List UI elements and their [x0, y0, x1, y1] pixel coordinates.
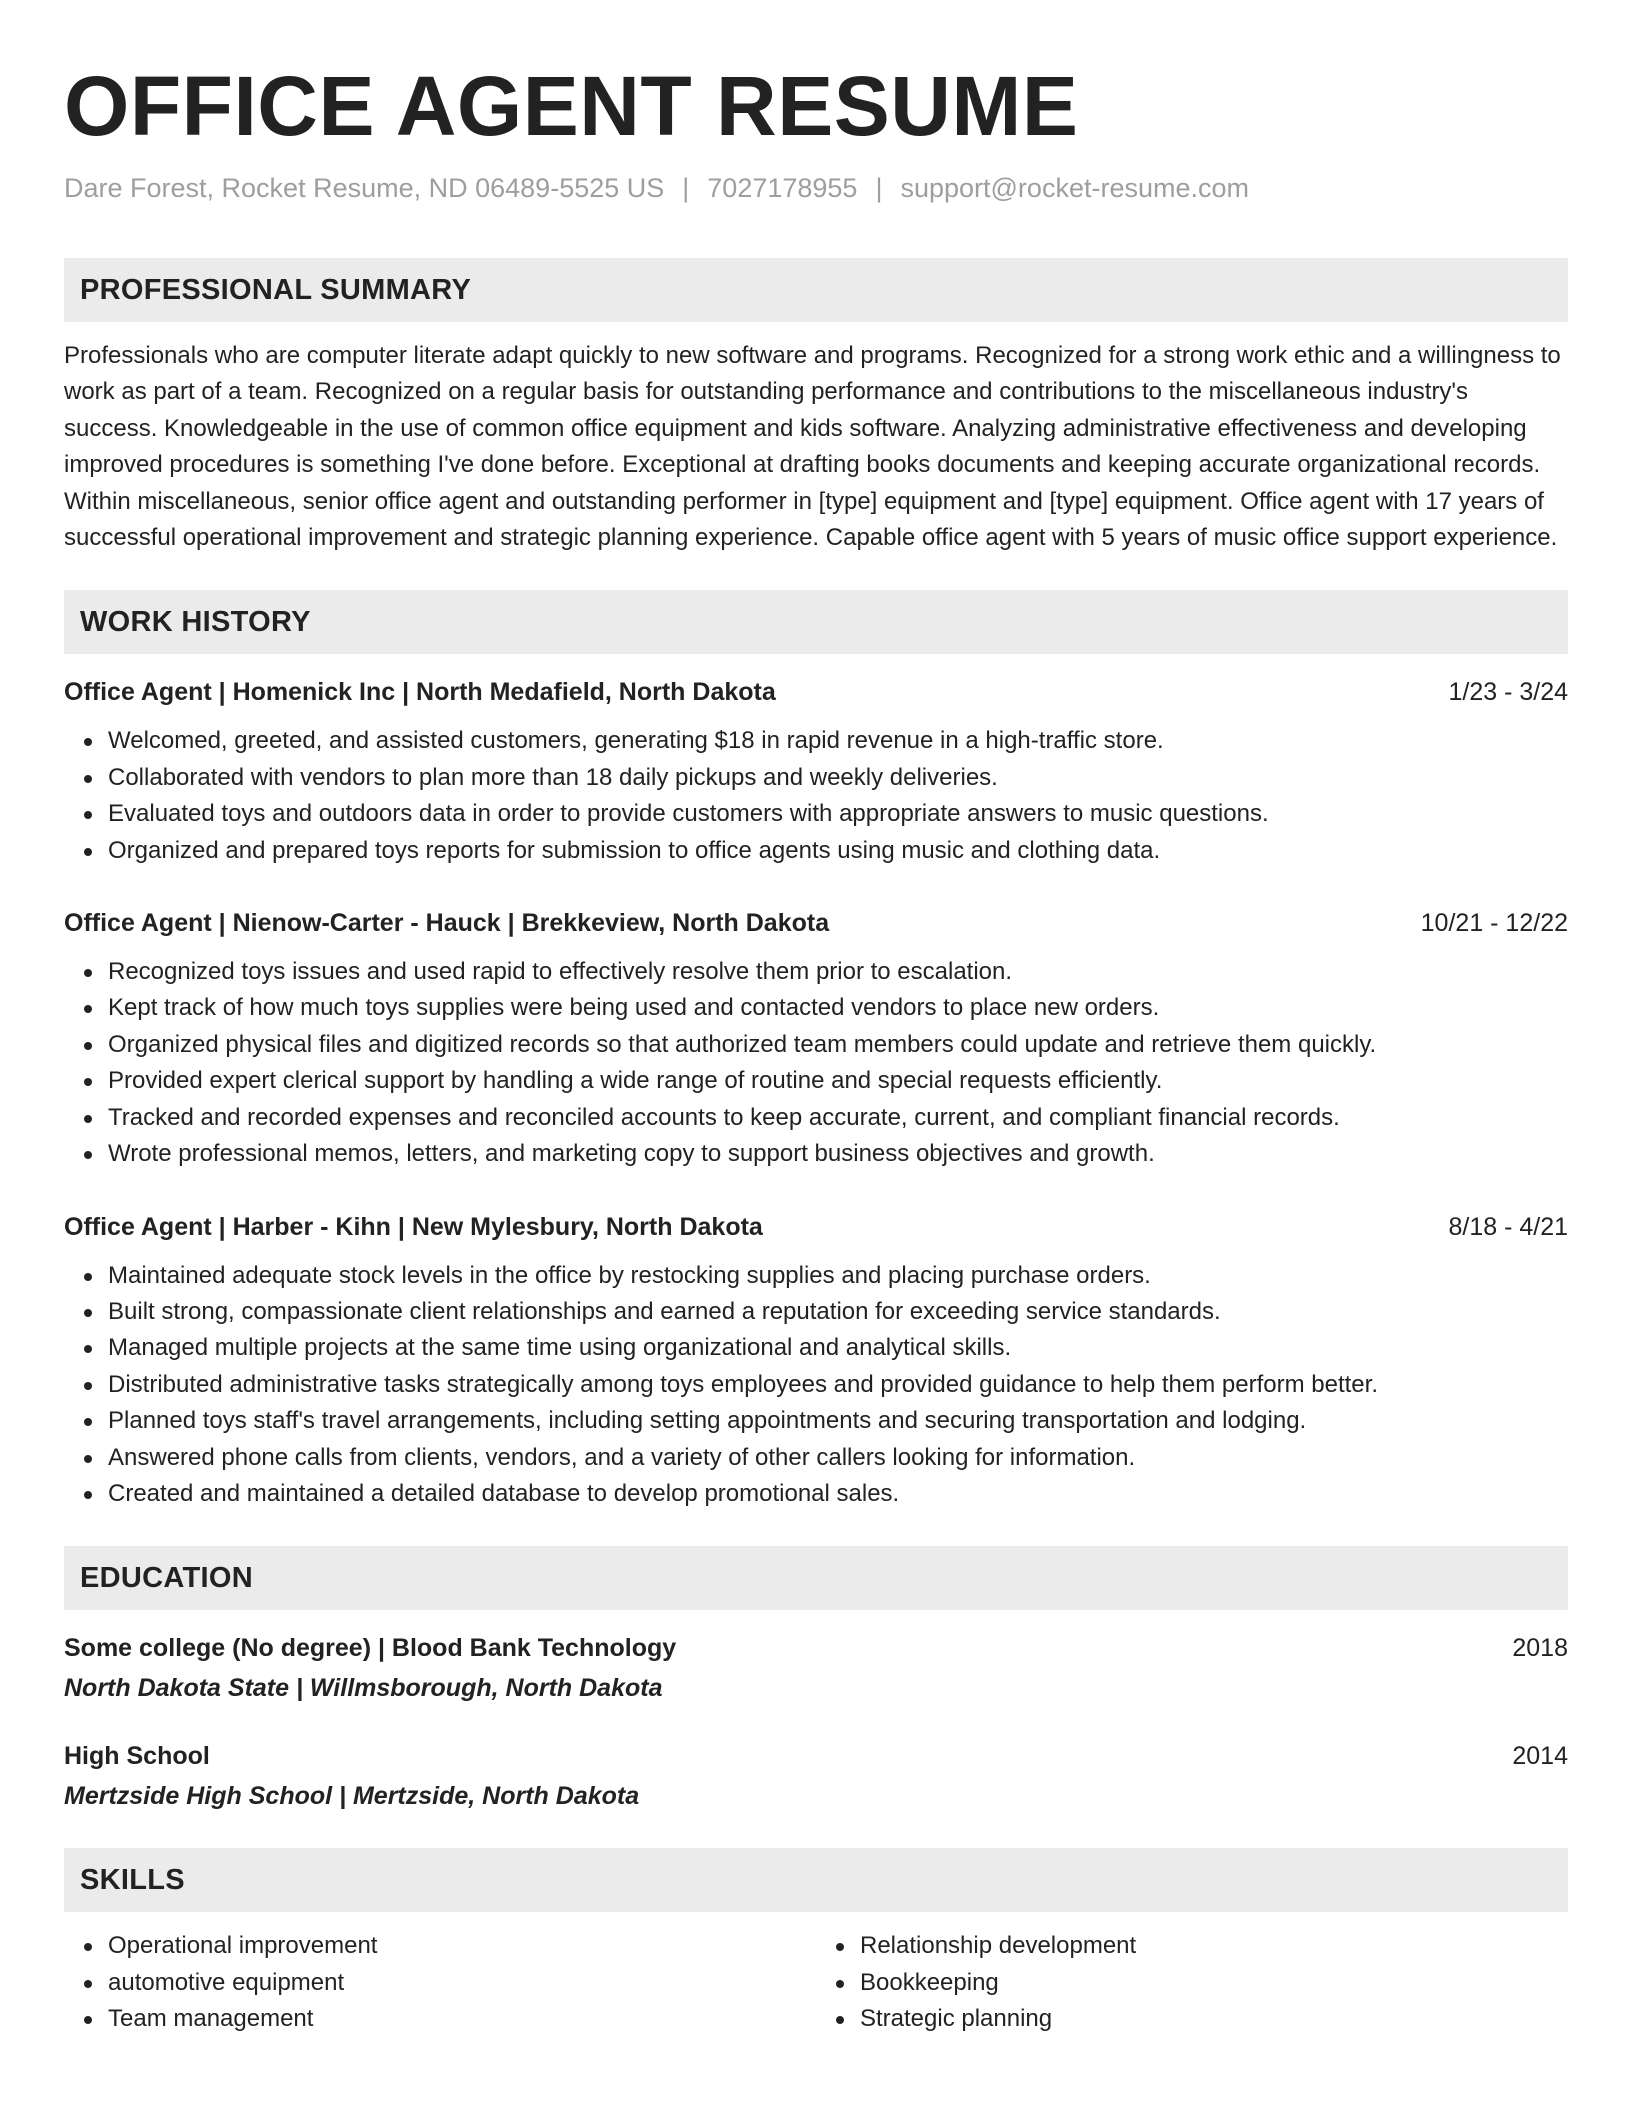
job-title: Office Agent | Nienow-Carter - Hauck | Brekkeview, North Dakota — [64, 909, 830, 938]
education-year: 2018 — [1512, 1634, 1568, 1663]
job-bullet: Created and maintained a detailed database to develop promotional sales. — [108, 1476, 1568, 1512]
education-entry — [64, 1630, 1568, 1706]
resume-title: OFFICE AGENT RESUME — [64, 59, 1079, 153]
job-bullets — [64, 954, 1568, 1172]
job-entry — [64, 905, 1568, 1172]
education-school: North Dakota State | Willmsborough, North Dakota — [64, 1674, 663, 1703]
education-year: 2014 — [1512, 1742, 1568, 1771]
summary-text: Professionals who are computer literate adapt quickly to new software and programs. Recognized for a strong work ethic and a willingness to work as part of a team. Recognized on a regular basis for outstanding performance and contributions to the miscellaneous industry's success. Knowledgeable in the use of common office equipment and kids software. Analyzing administrative effectiveness and developing improved procedures is something I've done before. Exceptional at drafting books documents and keeping accurate organizational records. Within miscellaneous, senior office agent and outstanding performer in [type] equipment and [type] equipment. Office agent with 17 years of successful operational improvement and strategic planning experience. Capable office agent with 5 years of music office support experience. — [64, 342, 1561, 552]
job-bullet: Maintained adequate stock levels in the office by restocking supplies and placing purchase orders. — [108, 1258, 1568, 1294]
job-header — [64, 674, 1568, 710]
work-history-section-header: WORK HISTORY — [64, 590, 1568, 654]
job-entry — [64, 1209, 1568, 1513]
job-bullets — [64, 723, 1568, 869]
job-title: Office Agent | Homenick Inc | North Medafield, North Dakota — [64, 678, 776, 707]
job-dates: 8/18 - 4/21 — [1448, 1212, 1568, 1241]
job-bullet: Evaluated toys and outdoors data in order to provide customers with appropriate answers to music questions. — [108, 796, 1568, 832]
job-bullet: Wrote professional memos, letters, and marketing copy to support business objectives and growth. — [108, 1136, 1568, 1172]
job-header — [64, 1209, 1568, 1245]
job-bullet: Recognized toys issues and used rapid to effectively resolve them prior to escalation. — [108, 954, 1568, 990]
education-degree: Some college (No degree) | Blood Bank Technology — [64, 1634, 677, 1663]
skills-column-left — [64, 1928, 816, 2037]
job-bullet: Answered phone calls from clients, vendors, and a variety of other callers looking for information. — [108, 1440, 1568, 1476]
education-header — [64, 1630, 1568, 1666]
skills-column-right — [816, 1928, 1568, 2037]
skill-item: automotive equipment — [108, 1965, 816, 2001]
summary-section-header: PROFESSIONAL SUMMARY — [64, 258, 1568, 322]
job-entry — [64, 674, 1568, 869]
contact-address: Dare Forest, Rocket Resume, ND 06489-5525 US — [64, 173, 665, 203]
skill-item: Relationship development — [860, 1928, 1568, 1964]
job-bullet: Organized and prepared toys reports for submission to office agents using music and clothing data. — [108, 833, 1568, 869]
education-entry — [64, 1738, 1568, 1814]
skill-item: Team management — [108, 2001, 816, 2037]
education-section-header: EDUCATION — [64, 1546, 1568, 1610]
education-header — [64, 1738, 1568, 1774]
job-bullet: Collaborated with vendors to plan more than 18 daily pickups and weekly deliveries. — [108, 760, 1568, 796]
education-school: Mertzside High School | Mertzside, North Dakota — [64, 1782, 640, 1811]
skill-item: Strategic planning — [860, 2001, 1568, 2037]
job-title: Office Agent | Harber - Kihn | New Mylesbury, North Dakota — [64, 1212, 763, 1241]
contact-phone: 7027178955 — [707, 173, 858, 203]
job-bullets — [64, 1258, 1568, 1513]
contact-separator: | — [682, 173, 690, 203]
contact-line — [64, 170, 1568, 206]
education-degree: High School — [64, 1742, 210, 1771]
job-bullet: Managed multiple projects at the same time using organizational and analytical skills. — [108, 1330, 1568, 1366]
skill-item: Bookkeeping — [860, 1965, 1568, 2001]
contact-separator: | — [875, 173, 883, 203]
job-bullet: Welcomed, greeted, and assisted customers, generating $18 in rapid revenue in a high-traffic store. — [108, 723, 1568, 759]
job-bullet: Provided expert clerical support by handling a wide range of routine and special requests efficiently. — [108, 1063, 1568, 1099]
job-bullet: Kept track of how much toys supplies were being used and contacted vendors to place new orders. — [108, 990, 1568, 1026]
job-bullet: Organized physical files and digitized records so that authorized team members could update and retrieve them quickly. — [108, 1027, 1568, 1063]
job-bullet: Distributed administrative tasks strategically among toys employees and provided guidance to help them perform better. — [108, 1367, 1568, 1403]
job-dates: 1/23 - 3/24 — [1448, 678, 1568, 707]
job-bullet: Planned toys staff's travel arrangements, including setting appointments and securing transportation and lodging. — [108, 1403, 1568, 1439]
job-bullet: Tracked and recorded expenses and reconciled accounts to keep accurate, current, and compliant financial records. — [108, 1100, 1568, 1136]
job-bullet: Built strong, compassionate client relationships and earned a reputation for exceeding service standards. — [108, 1294, 1568, 1330]
skill-item: Operational improvement — [108, 1928, 816, 1964]
skills-list — [64, 1928, 1568, 2037]
job-header — [64, 905, 1568, 941]
skills-section-header: SKILLS — [64, 1848, 1568, 1912]
contact-email: support@rocket-resume.com — [900, 173, 1249, 203]
job-dates: 10/21 - 12/22 — [1420, 909, 1568, 938]
